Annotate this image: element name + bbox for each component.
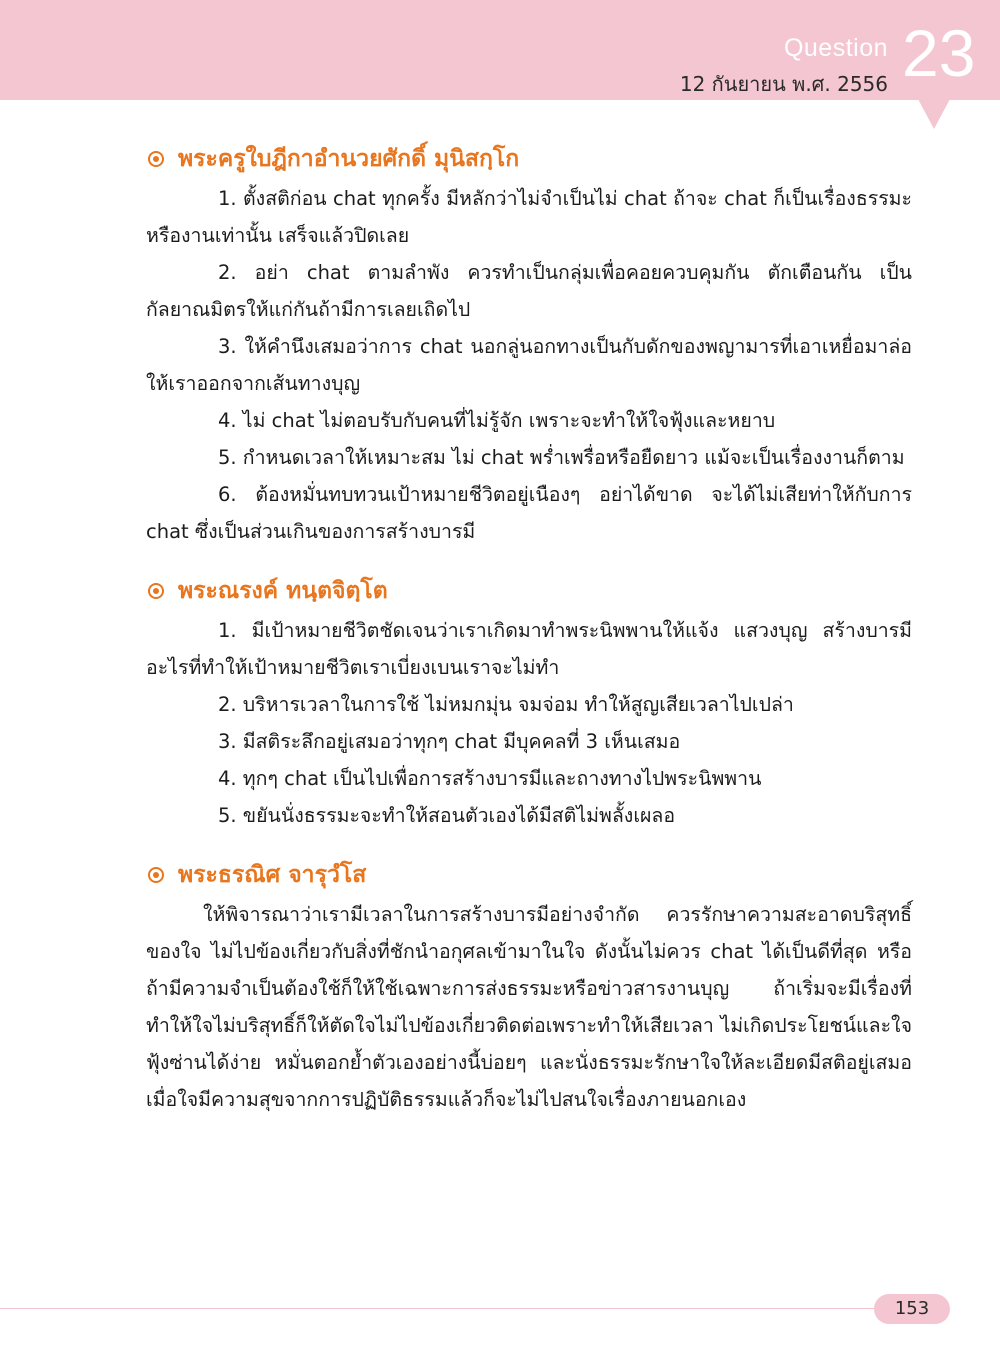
paragraph: 1. มีเป้าหมายชีวิตชัดเจนว่าเราเกิดมาทำพระนิพพานให้แจ้ง แสวงบุญ สร้างบารมี อะไรที่ทำให้เป้าหมายชีวิตเราเบี่ยงเบนเราจะไม่ทำ: [146, 619, 912, 679]
bullseye-bullet-icon: [148, 867, 164, 883]
paragraph: 6. ต้องหมั่นทบทวนเป้าหมายชีวิตอยู่เนืองๆ อย่าได้ขาด จะได้ไม่เสียท่าให้กับการ chat ซึ่งเป็นส่วนเกินของการสร้างบารมี: [146, 483, 912, 543]
question-label: Question: [783, 34, 888, 62]
footer-divider: [0, 1308, 880, 1309]
question-date: 12 กันยายน พ.ศ. 2556: [679, 72, 888, 96]
paragraph: 3. ให้คำนึงเสมอว่าการ chat นอกลู่นอกทางเป็นกับดักของพญามารที่เอาเหยื่อมาล่อให้เราออกจากเส้นทางบุญ: [146, 335, 912, 395]
paragraph: 2. บริหารเวลาในการใช้ ไม่หมกมุ่น จมจ่อม ทำให้สูญเสียเวลาไปเปล่า: [218, 693, 794, 716]
section-heading: [146, 570, 912, 612]
main-content: [146, 138, 912, 1138]
paragraph: ให้พิจารณาว่าเรามีเวลาในการสร้างบารมีอย่างจำกัด ควรรักษาความสะอาดบริสุทธิ์ของใจ ไม่ไปข้องเกี่ยวกับสิ่งที่ชักนำอกุศลเข้ามาในใจ ดังนั้นไม่ควร chat ได้เป็นดีที่สุด หรือถ้ามีความจำเป็นต้องใช้ก็ให้ใช้เฉพาะการส่งธรรมะหรือข่าวสารงานบุญ ถ้าเริ่มจะมีเรื่องที่ทำให้ใจไม่บริสุทธิ์ก็ให้ตัดใจไม่ไปข้องเกี่ยวติดต่อเพราะทำให้เสียเวลา ไม่เกิดประโยชน์และใจฟุ้งซ่านได้ง่าย หมั่นตอกย้ำตัวเองอย่างนี้บ่อยๆ และนั่งธรรมะรักษาใจให้ละเอียดมีสติอยู่เสมอ เมื่อใจมีความสุขจากการปฏิบัติธรรมแล้วก็จะไม่ไปสนใจเรื่องภายนอกเอง: [146, 903, 912, 1111]
section-title: พระธรณิศ จารุวํโส: [178, 862, 367, 888]
section-title: พระณรงค์ ทนฺตจิตฺโต: [178, 578, 388, 604]
section-3: [146, 854, 912, 1118]
header-notch: [918, 99, 950, 129]
section-heading: [146, 854, 912, 896]
question-number: 23: [902, 16, 976, 90]
paragraph: 2. อย่า chat ตามลำพัง ควรทำเป็นกลุ่มเพื่อคอยควบคุมกัน ตักเตือนกัน เป็นกัลยาณมิตรให้แก่กันถ้ามีการเลยเถิดไป: [146, 261, 912, 321]
bullseye-bullet-icon: [148, 151, 164, 167]
page-number: 153: [874, 1294, 950, 1324]
section-heading: [146, 138, 912, 180]
paragraph: 1. ตั้งสติก่อน chat ทุกครั้ง มีหลักว่าไม่จำเป็นไม่ chat ถ้าจะ chat ก็เป็นเรื่องธรรมะหรืองานเท่านั้น เสร็จแล้วปิดเลย: [146, 187, 912, 247]
paragraph: 5. กำหนดเวลาให้เหมาะสม ไม่ chat พร่ำเพรื่อหรือยืดยาว แม้จะเป็นเรื่องงานก็ตาม: [218, 446, 905, 469]
section-title: พระครูใบฎีกาอำนวยศักดิ์ มุนิสกฺโก: [178, 146, 520, 172]
paragraph: 4. ทุกๆ chat เป็นไปเพื่อการสร้างบารมีและถางทางไปพระนิพพาน: [218, 767, 762, 790]
section-1: [146, 138, 912, 550]
paragraph: 5. ขยันนั่งธรรมะจะทำให้สอนตัวเองได้มีสติไม่พลั้งเผลอ: [218, 804, 676, 827]
paragraph: 3. มีสติระลึกอยู่เสมอว่าทุกๆ chat มีบุคคลที่ 3 เห็นเสมอ: [218, 730, 681, 753]
paragraph: 4. ไม่ chat ไม่ตอบรับกับคนที่ไม่รู้จัก เพราะจะทำให้ใจฟุ้งและหยาบ: [218, 409, 776, 432]
section-2: [146, 570, 912, 834]
bullseye-bullet-icon: [148, 583, 164, 599]
